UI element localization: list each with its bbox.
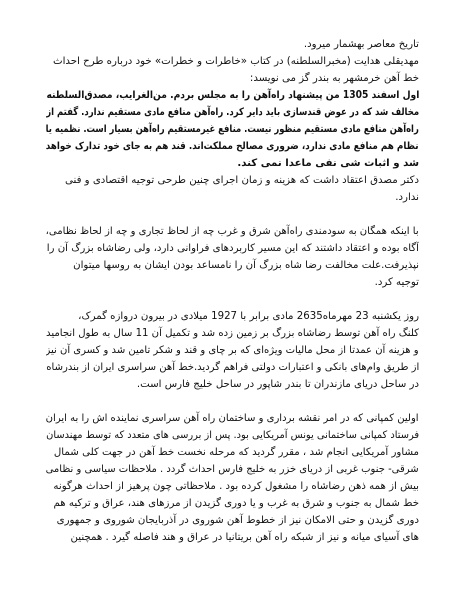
intro-paragraph <box>46 36 419 206</box>
text-line <box>46 87 419 104</box>
text-line-content: بیش از همه ذهن رضاشاه را مشغول کرده بود . ملاحظاتی چون پرهیز از احداث هرگونه <box>53 481 419 492</box>
text-line <box>46 342 419 359</box>
text-line <box>46 376 419 393</box>
text-line-content: آگاه بوده و اعتقاد داشتند که این مسیر کاربردهای فراوانی دارد، ولی رضاشاه بزرگ آن را <box>46 243 419 254</box>
text-line-content: روز یکشنبه 23 مهرماه2635 مادی برابر با 1927 میلادی در بیرون دروازه گمرک، <box>78 311 419 322</box>
text-line-content: مخالف شد که در عوض قندسازی باید دایر کرد. راه‌آهن منافع مادی مستقیم ندارد. گفتم از <box>46 107 419 118</box>
text-line-content: و هزینه آن عمدتا از محل مالیات ویژه‌ای که بر چای و قند و شکر تامین شد و کسری آن نیز <box>46 345 419 356</box>
text-line <box>46 257 419 274</box>
benefit-paragraph <box>46 223 419 291</box>
text-line-content: خط آهن خرمشهر به بندر گز می نویسد: <box>249 73 419 84</box>
text-line <box>46 172 419 189</box>
text-line <box>46 155 419 172</box>
text-line-content: دوری گزیدن و حتی الامکان نیز از خطوط آهن شوروی در آذربایجان شوروی و جمهوری <box>56 515 419 526</box>
text-line-content: اول اسفند 1305 من پیشنهاد راه‌آهن را به مجلس بردم. من‌الغرایب، مصدق‌السلطنه <box>46 90 419 101</box>
text-line-content: با اینکه همگان به سودمندی راه‌آهن شرق و غرب چه از لحاظ تجاری و چه از لحاظ نظامی، <box>46 226 419 237</box>
text-line-content: نپذیرفت.علت مخالفت رضا شاه بزرگ آن را نامساعد بودن ایشان به روسها میتوان <box>73 260 419 271</box>
text-line <box>46 359 419 376</box>
text-line <box>46 444 419 461</box>
text-line-content: فرستاد کمپانی ساختمانی یونس آمریکایی بود. پس از بررسی های متعدد که توسط مهندسان <box>46 430 419 441</box>
text-line <box>46 529 419 546</box>
text-line-content: های آسیای میانه و نیز از شبکه راه آهن بریتانیا در عراق و هند فاصله گیرد . همچنین <box>70 532 419 543</box>
text-line <box>46 240 419 257</box>
text-line-content: از طریق وام‌های بانکی و اعتبارات دولتی فراهم گردید.خط آهن سراسری ایران از بندرشاه <box>46 362 419 373</box>
text-line-content: مهدیقلی هدایت (مخبرالسلطنه) در کتاب «خاطرات و خطرات» خود درباره طرح احداث <box>53 56 419 67</box>
text-line <box>46 70 419 87</box>
text-line-content: کلنگ راه آهن توسط رضاشاه بزرگ بر زمین زده شد و تکمیل آن 11 سال به طول انجامید <box>46 328 419 339</box>
text-line <box>46 478 419 495</box>
text-line <box>46 138 419 155</box>
text-line-content: شرقی- جنوب غربی از دریای خزر به خلیج فارس احداث گردد . ملاحظات سیاسی و نظامی <box>46 464 419 475</box>
text-line <box>46 36 419 53</box>
construction-paragraph <box>46 308 419 393</box>
text-line-content: در ساحل دریای مازندران تا بندر شاپور در ساحل خلیج فارس است. <box>136 379 419 390</box>
text-line <box>46 189 419 206</box>
company-paragraph <box>46 410 419 546</box>
text-line <box>46 308 419 325</box>
text-line-content: مشاور آمریکایی انجام شد ، مقرر گردید که مرحله نخست خط آهن در جهت کلی شمال <box>53 447 419 458</box>
text-line-content: خط شمال به جنوب و شرق به غرب و یا دوری گزیدن از مرزهای هند، عراق و ترکیه هم <box>53 498 419 509</box>
text-line-content: تاریخ معاصر بهشمار میرود. <box>303 39 419 50</box>
text-line <box>46 495 419 512</box>
text-line <box>46 223 419 240</box>
text-line <box>46 461 419 478</box>
text-line <box>46 427 419 444</box>
text-line-content: راه‌آهن منافع مادی مستقیم منظور نیست. منافع غیرمستقیم راه‌آهن بسیار است. نظمیه یا <box>46 124 419 135</box>
text-line <box>46 104 419 121</box>
text-line-content: شد و اثبات شی نفی ماعدا نمی کند. <box>237 158 419 169</box>
text-line-content: دکتر مصدق اعتقاد داشت که هزینه و زمان اجرای چنین طرحی توجیه اقتصادی و فنی <box>65 175 419 186</box>
text-line-content: ندارد. <box>395 192 419 203</box>
text-line <box>46 274 419 291</box>
text-line-content: نظام هم منافع مادی ندارد، ضروری مصالح مملکت‌اند. قند هم به جای خود تدارک خواهد <box>46 141 419 152</box>
text-line-content: اولین کمپانی که در امر نقشه برداری و ساختمان راه آهن سراسری نماینده اش را به ایران <box>46 413 419 424</box>
text-line <box>46 53 419 70</box>
text-line <box>46 512 419 529</box>
text-line <box>46 121 419 138</box>
text-line <box>46 325 419 342</box>
text-line-content: توجیه کرد. <box>374 277 419 288</box>
text-line <box>46 410 419 427</box>
